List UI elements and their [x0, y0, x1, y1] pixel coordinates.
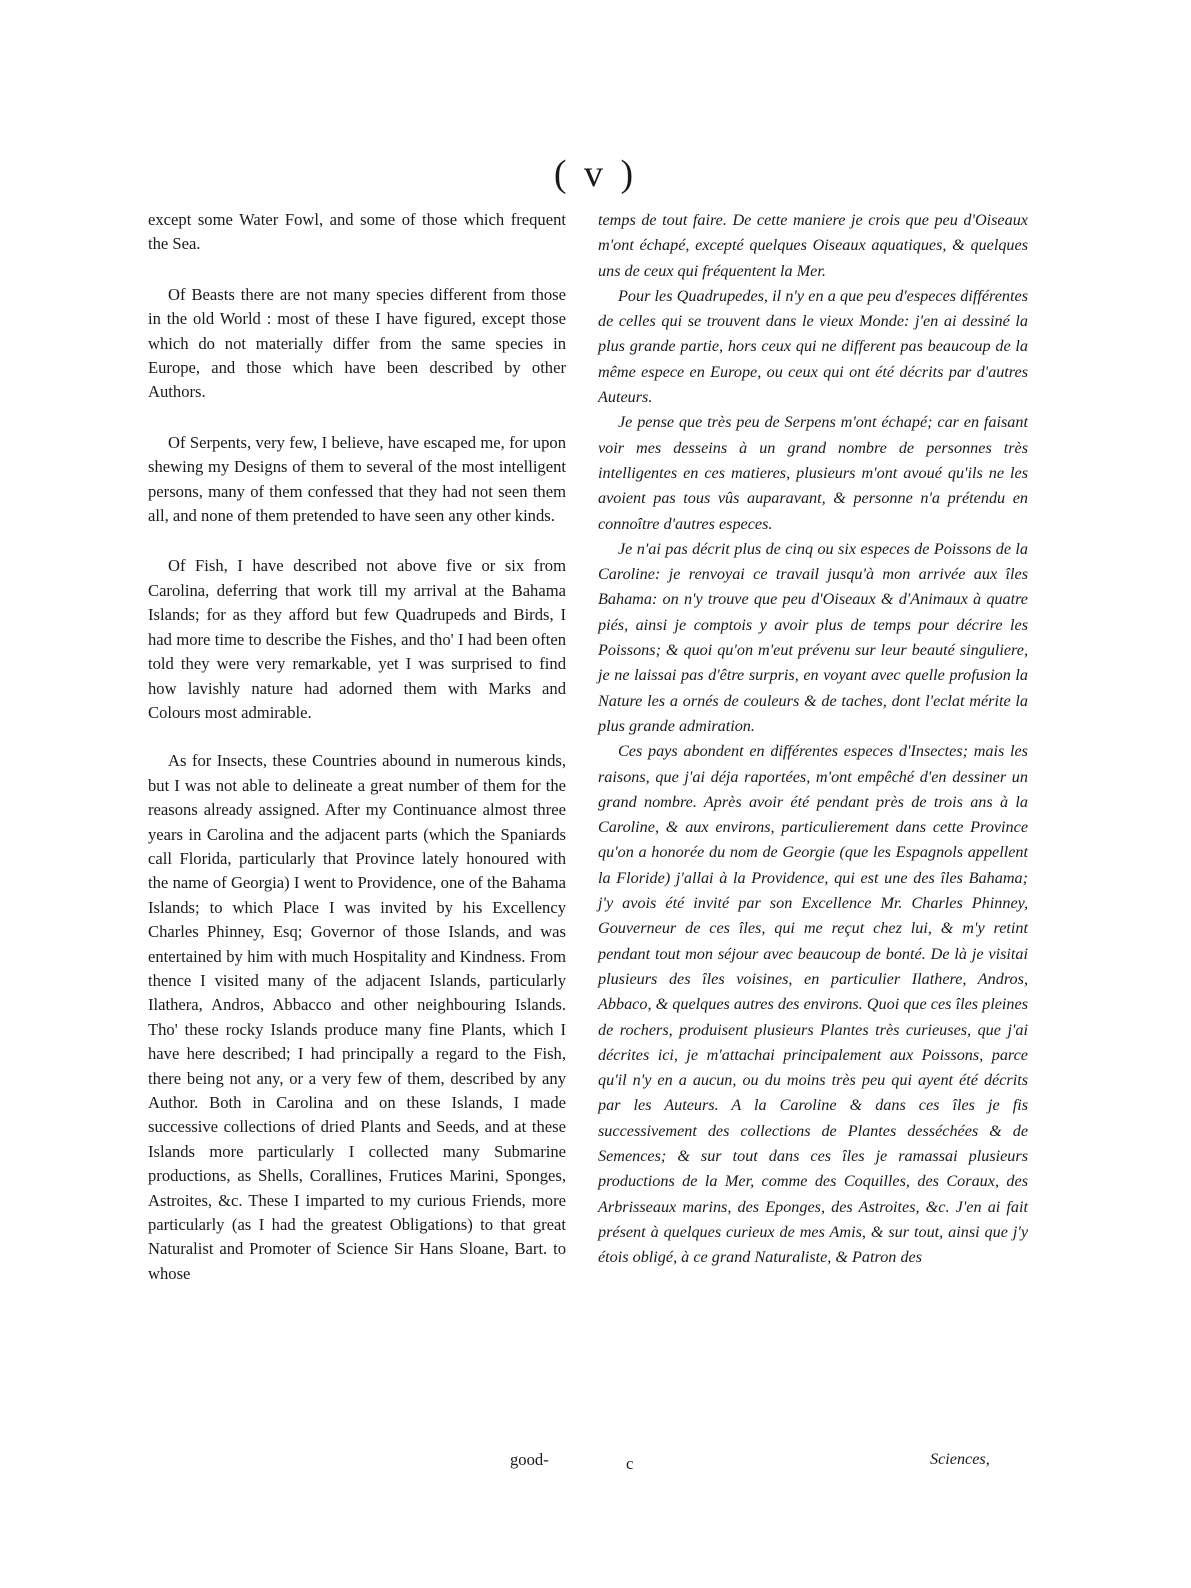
french-column — [598, 208, 1028, 1270]
english-paragraph-insects: As for Insects, these Countries abound in numerous kinds, but I was not able to delineate a great number of them for the reasons already assigned. After my Continuance almost three years in Carolina and the adjacent parts (which the Spaniards call Florida, particularly that Province lately honoured with the name of Georgia) I went to Providence, one of the Bahama Islands; to which Place I was invited by his Excellency Charles Phinney, Esq; Governor of those Islands, and was entertained by him with much Hospitality and Kindness. From thence I visited many of the adjacent Islands, particularly Ilathera, Andros, Abbacco and other neighbouring Islands. Tho' these rocky Islands produce many fine Plants, which I have here described; I had principally a regard to the Fish, there being not any, or a very few of them, described by any Author. Both in Carolina and on these Islands, I made successive collections of dried Plants and Seeds, and at these Islands more particularly I collected many Submarine productions, as Shells, Corallines, Frutices Marini, Sponges, Astroites, &c. These I imparted to my curious Friends, more particularly (as I had the greatest Obligations) to that great Naturalist and Promoter of Science Sir Hans Sloane, Bart. to whose — [148, 751, 566, 1283]
french-paragraph-insectes: Ces pays abondent en différentes especes d'Insectes; mais les raisons, que j'ai déja raportées, m'ont empêché d'en dessiner un grand nombre. Après avoir été pendant près de trois ans à la Caroline, & aux environs, particulierement dans cette Province qu'on a honorée du nom de Georgie (que les Espagnols appellent la Floride) j'allai à la Providence, qui est une des îles Bahama; j'y avois été invité par son Excellence Mr. Charles Phinney, Gouverneur de ces îles, qui me reçut chez lui, & m'y retint pendant tout mon séjour avec beaucoup de bonté. De là je visitai plusieurs des îles voisines, en particulier Ilathere, Andros, Abbaco, & quelques autres des environs. Quoi que ces îles pleines de rochers, produisent plusieurs Plantes très curieuses, que j'ai décrites ici, je m'attachai principalement aux Poissons, parce qu'il n'y en a aucun, ou du moins très peu qui ayent été décrits par les Auteurs. A la Caroline & dans ces îles je fis successivement des collections de Plantes desséchées & de Semences; & sur tout dans ces îles je ramassai plusieurs productions de la Mer, comme des Coquilles, des Coraux, des Arbrisseaux marins, des Eponges, des Astroites, &c. J'en ai fait présent à quelques curieux de mes Amis, & sur tout, ainsi que j'y étois obligé, à ce grand Naturaliste, & Patron des — [598, 742, 1028, 1267]
french-paragraph-oiseaux: temps de tout faire. De cette maniere je crois que peu d'Oiseaux m'ont échapé, excepté quelques Oiseaux aquatiques, & quelques uns de ceux qui fréquentent la Mer. — [598, 211, 1028, 280]
english-paragraph-birds: except some Water Fowl, and some of those which frequent the Sea. — [148, 210, 566, 254]
english-catchword: good- — [510, 1450, 549, 1469]
english-paragraph-serpents: Of Serpents, very few, I believe, have escaped me, for upon shewing my Designs of them to several of the most intelligent persons, many of them confessed that they had not seen them all, and none of them pretended to have seen any other kinds. — [148, 432, 566, 526]
signature-mark: c — [626, 1454, 634, 1473]
page-number: ( v ) — [553, 153, 638, 195]
english-paragraph-beasts: Of Beasts there are not many species different from those in the old World : most of these I have figured, except those which do not materially differ from the same species in Europe, and those which have been described by other Authors. — [148, 284, 566, 402]
english-column — [148, 208, 566, 1286]
french-paragraph-serpens: Je pense que très peu de Serpens m'ont échapé; car en faisant voir mes desseins à un grand nombre de personnes très intelligentes en ces matieres, plusieurs m'ont avoué qu'ils ne les avoient pas tous vûs auparavant, & personne n'a prétendu en connoître d'autres especes. — [598, 413, 1028, 533]
french-paragraph-poissons: Je n'ai pas décrit plus de cinq ou six especes de Poissons de la Caroline: je renvoyai ce travail jusqu'à mon arrivée aux îles Bahama: on n'y trouve que peu d'Oiseaux & d'Animaux à quatre piés, ainsi je comptois y avoir plus de temps pour décrire les Poissons; & quoi qu'on m'eut prévenu sur leur beauté singuliere, je ne laissai pas d'être surpris, en voyant avec quelle profusion la Nature les a ornés de couleurs & de taches, dont l'eclat mérite la plus grande admiration. — [598, 539, 1028, 735]
french-paragraph-quadrupedes: Pour les Quadrupedes, il n'y en a que peu d'especes différentes de celles qui se trouvent dans le vieux Monde: j'en ai dessiné la plus grande partie, hors ceux qui ne different pas beaucoup de la même espece en Europe, ou ceux qui ont été décrits par d'autres Auteurs. — [598, 286, 1028, 407]
french-catchword: Sciences, — [930, 1450, 990, 1468]
english-paragraph-fish: Of Fish, I have described not above five or six from Carolina, deferring that work till my arrival at the Bahama Islands; for as they afford but few Quadrupeds and Birds, I had more time to describe the Fishes, and tho' I had been often told they were very remarkable, yet I was surprised to find how lavishly nature had adorned them with Marks and Colours most admirable. — [148, 556, 566, 722]
